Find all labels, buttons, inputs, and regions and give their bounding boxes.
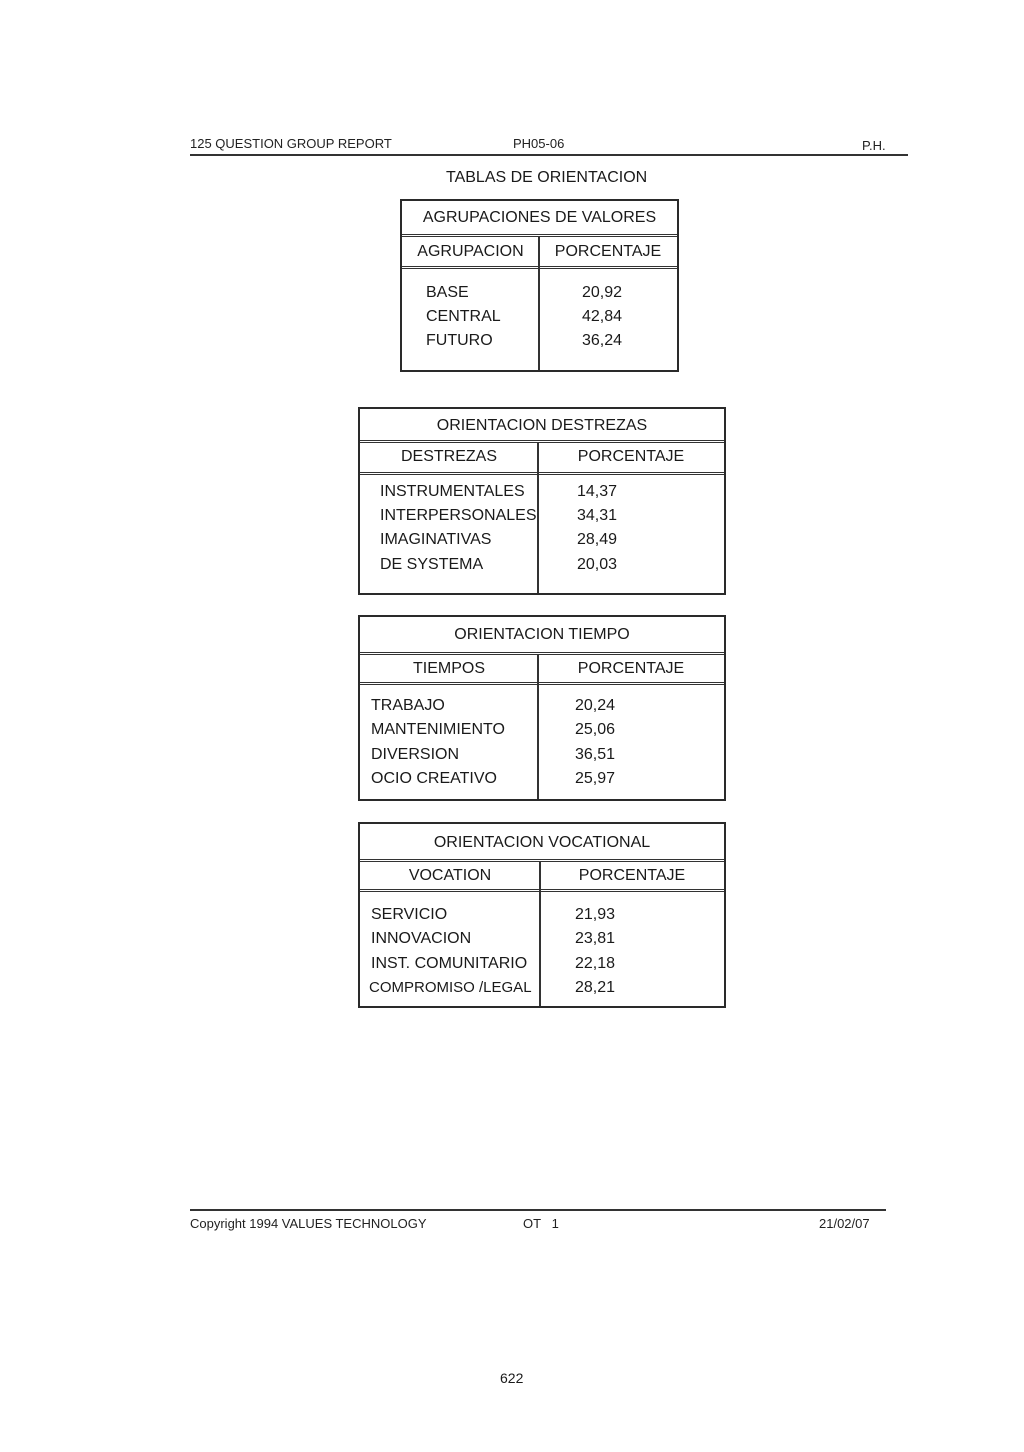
table-header-row (360, 443, 724, 475)
row-value: 42,84 (582, 308, 623, 325)
column-header-value: PORCENTAJE (577, 660, 685, 677)
table-row (360, 952, 724, 976)
column-header-label: DESTREZAS (400, 448, 497, 465)
table-destrezas (358, 407, 726, 595)
row-value: 25,97 (575, 770, 616, 787)
table-row (402, 329, 677, 353)
report-initials: P.H. (862, 138, 886, 153)
row-value: 36,51 (575, 746, 616, 763)
row-value: 14,37 (577, 483, 618, 500)
table-vocational (358, 822, 726, 1008)
table-row (360, 718, 724, 742)
table-agrupaciones (400, 199, 679, 372)
row-label: TRABAJO (371, 697, 445, 714)
footer-rule (190, 1209, 886, 1211)
row-value: 25,06 (575, 721, 616, 738)
row-label: SERVICIO (371, 906, 448, 923)
copyright-text: Copyright 1994 VALUES TECHNOLOGY (190, 1216, 427, 1231)
row-label: DE SYSTEMA (380, 556, 484, 573)
column-header-label: VOCATION (408, 867, 492, 884)
report-code: PH05-06 (513, 136, 565, 151)
footer-code: OT 1 (523, 1216, 559, 1231)
row-label: FUTURO (426, 332, 493, 349)
table-row (360, 927, 724, 951)
page-title: TABLAS DE ORIENTACION (446, 169, 648, 186)
row-value: 28,49 (577, 531, 618, 548)
table-header-row (360, 655, 724, 685)
page-number: 622 (500, 1370, 524, 1386)
column-header-value: PORCENTAJE (554, 243, 662, 260)
row-label: INTERPERSONALES (380, 507, 537, 524)
row-label: COMPROMISO /LEGAL (369, 979, 532, 996)
row-label: OCIO CREATIVO (371, 770, 497, 787)
table-row (360, 694, 724, 718)
row-label: INST. COMUNITARIO (371, 955, 528, 972)
row-value: 36,24 (582, 332, 623, 349)
table-row (360, 903, 724, 927)
table-title: AGRUPACIONES DE VALORES (402, 201, 677, 237)
table-row (360, 976, 724, 1000)
row-value: 28,21 (575, 979, 616, 996)
column-header-value: PORCENTAJE (577, 448, 685, 465)
header-rule (190, 154, 908, 156)
report-title: 125 QUESTION GROUP REPORT (190, 136, 392, 151)
row-label: BASE (426, 284, 469, 301)
table-row (360, 553, 724, 577)
row-value: 21,93 (575, 906, 616, 923)
row-label: MANTENIMIENTO (371, 721, 505, 738)
table-tiempo (358, 615, 726, 801)
table-row (360, 528, 724, 552)
table-title: ORIENTACION VOCATIONAL (360, 824, 724, 862)
table-row (360, 480, 724, 504)
row-value: 34,31 (577, 507, 618, 524)
table-row (360, 767, 724, 791)
row-label: CENTRAL (426, 308, 501, 325)
row-value: 20,03 (577, 556, 618, 573)
row-value: 20,92 (582, 284, 623, 301)
table-row (360, 504, 724, 528)
footer-date: 21/02/07 (819, 1216, 870, 1231)
table-row (360, 743, 724, 767)
table-title: ORIENTACION DESTREZAS (360, 409, 724, 443)
row-label: DIVERSION (371, 746, 460, 763)
column-header-label: TIEMPOS (412, 660, 485, 677)
column-header-value: PORCENTAJE (578, 867, 686, 884)
row-label: INSTRUMENTALES (380, 483, 525, 500)
table-header-row (360, 862, 724, 892)
column-header-label: AGRUPACION (417, 243, 524, 260)
row-value: 20,24 (575, 697, 616, 714)
row-value: 23,81 (575, 930, 616, 947)
row-label: IMAGINATIVAS (380, 531, 492, 548)
row-value: 22,18 (575, 955, 616, 972)
row-label: INNOVACION (371, 930, 472, 947)
table-title: ORIENTACION TIEMPO (360, 617, 724, 655)
table-row (402, 305, 677, 329)
table-row (402, 281, 677, 305)
